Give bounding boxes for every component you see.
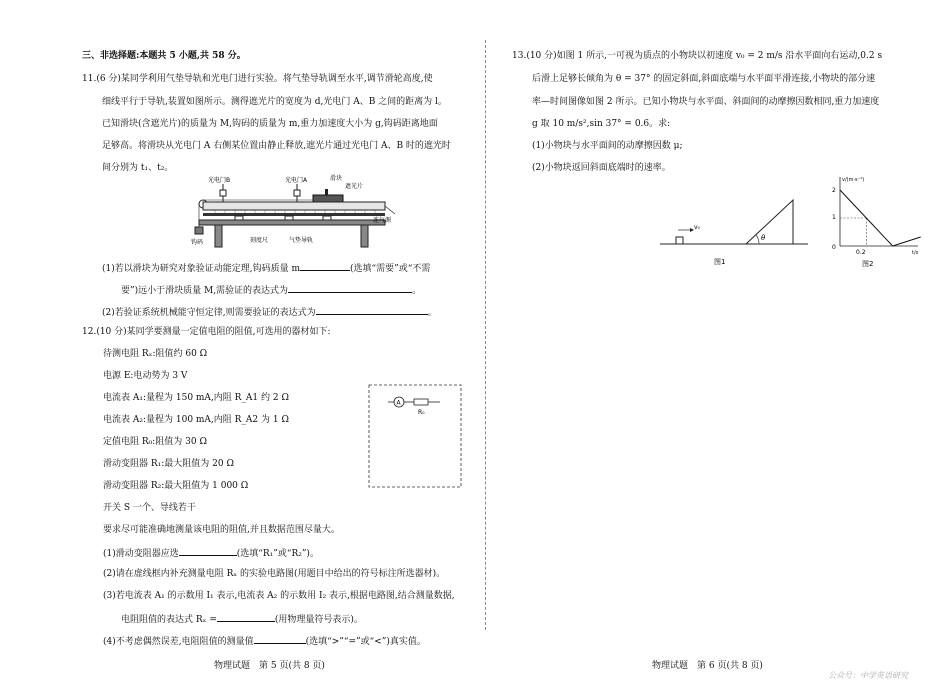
velocity-series-tail [893, 237, 921, 246]
q12-intro: 12.(10 分)某同学要测量一定值电阻的阻值,可选用的器材如下: [82, 327, 331, 337]
q12-item: 滑动变阻器 R₂:最大阻值为 1 000 Ω [103, 481, 249, 491]
circuit-box[interactable] [368, 384, 462, 488]
answer-blank[interactable] [254, 634, 306, 644]
q13-sub2: (2)小物块返回斜面底端时的速率。 [532, 163, 671, 173]
resistor-label: R₀ [418, 409, 425, 416]
figure-1-incline [658, 192, 810, 270]
answer-blank[interactable] [217, 612, 275, 622]
q11-sub1: (1)若以滑块为研究对象验证动能定理,钩码质量 m (选填“需要”或“不需 [102, 261, 430, 275]
table-leg [361, 225, 368, 247]
x-tick-0.2: 0.2 [856, 249, 866, 256]
table-top [199, 220, 385, 225]
answer-blank[interactable] [300, 261, 350, 271]
label-air: 连气源 [373, 217, 392, 224]
q12-sub3-cont: 电阻阻值的表达式 Rₓ = (用物理量符号表示)。 [121, 612, 363, 626]
label-gate-a: 光电门A [285, 177, 308, 184]
q11-sub2: (2)若验证系统机械能守恒定律,则需要验证的表达式为 。 [102, 305, 437, 319]
y-tick-1: 1 [832, 214, 836, 221]
q13-line: 后滑上足够长倾角为 θ = 37° 的固定斜面,斜面底端与水平面平滑连接,小物块的部分速 [532, 74, 876, 84]
q12-item: 待测电阻 Rₓ:阻值约 60 Ω [103, 349, 208, 359]
q11-line: 11.(6 分)某同学利用气垫导轨和光电门进行实验。将气垫导轨调至水平,调节滑轮高度,使 [82, 74, 433, 84]
ammeter-label: A [396, 399, 401, 407]
rail-support [323, 216, 331, 220]
ruler [203, 213, 385, 216]
q12-item: 电流表 A₁:量程为 150 mA,内阻 R_A1 约 2 Ω [103, 393, 289, 403]
table-leg [215, 225, 222, 247]
figure-2-vt-chart [822, 172, 922, 270]
q11-line: 已知滑块(含遮光片)的质量为 M,钩码的质量为 m,重力加速度大小为 g,钩码距离地面 [102, 119, 438, 129]
air-track-figure [185, 170, 405, 248]
q11-line: 间分别为 t₁、t₂。 [102, 163, 174, 173]
hanging-weight [195, 227, 203, 234]
label-shade: 遮光片 [345, 183, 364, 190]
resistor-symbol [414, 399, 428, 405]
x-axis-label: t/s [912, 250, 919, 256]
q12-sub1: (1)滑动变阻器应选 (选填“R₁”或“R₂”)。 [103, 546, 319, 560]
incline [746, 200, 793, 244]
q12-item: 开关 S 一个、导线若干 [103, 503, 196, 513]
q13-line: g 取 10 m/s²,sin 37° = 0.6。求: [532, 119, 671, 129]
label-weight: 钩码 [191, 239, 204, 246]
fig2-caption: 图2 [862, 260, 874, 268]
q11-sub1-cont: 要”)远小于滑块质量 M,需验证的表达式为 。 [121, 283, 421, 297]
theta-label: θ [761, 234, 766, 242]
q13-sub1: (1)小物块与水平面间的动摩擦因数 μ; [532, 141, 683, 151]
q11-line: 足够高。将滑块从光电门 A 右侧某位置由静止释放,遮光片通过光电门 A、B 时的遮光时 [102, 141, 451, 151]
answer-blank[interactable] [179, 546, 237, 556]
origin-label: 0 [832, 244, 836, 251]
q11-line: 细线平行于导轨,装置如图所示。测得遮光片的宽度为 d,光电门 A、B 之间的距离为 l。 [102, 97, 447, 107]
q12-item: 电源 E:电动势为 3 V [103, 371, 188, 381]
v0-label: v₀ [694, 224, 700, 231]
label-rail: 气垫导轨 [289, 237, 314, 244]
q12-item: 滑动变阻器 R₁:最大阻值为 20 Ω [103, 459, 234, 469]
label-gate-b: 光电门B [208, 177, 231, 184]
gate-a-head [294, 190, 300, 196]
page-footer-left: 物理试题 第 5 页(共 8 页) [214, 661, 325, 671]
q12-item: 电流表 A₂:量程为 100 mA,内阻 R_A2 为 1 Ω [103, 415, 289, 425]
y-tick-2: 2 [832, 187, 836, 194]
q12-sub3: (3)若电流表 A₁ 的示数用 I₁ 表示,电流表 A₂ 的示数用 I₂ 表示,根据电路图,结合测量数据, [103, 591, 455, 601]
q12-item: 定值电阻 R₀:阻值为 30 Ω [103, 437, 207, 447]
q12-sub4: (4)不考虑偶然误差,电阻阻值的测量值 (选填“>”“=”或“<”)真实值。 [103, 634, 426, 648]
page-footer-right: 物理试题 第 6 页(共 8 页) [652, 661, 763, 671]
q13-line: 13.(10 分)如图 1 所示,一可视为质点的小物块以初速度 v₀ = 2 m/s 沿水平面向右运动,0.2 s [512, 51, 883, 61]
air-rail [203, 202, 385, 210]
answer-blank[interactable] [288, 283, 412, 293]
section-title: 三、非选择题:本题共 5 小题,共 58 分。 [82, 51, 246, 61]
right-page [490, 0, 950, 688]
shade-plate [325, 189, 328, 195]
column-divider [485, 40, 487, 630]
y-axis-label: v/(m·s⁻¹) [842, 177, 865, 183]
watermark-text: 公众号：中学英语研究 [828, 671, 908, 680]
q13-line: 率—时间图像如图 2 所示。已知小物块与水平面、斜面间的动摩擦因数相同,重力加速度 [532, 97, 880, 107]
air-hose [385, 206, 395, 214]
fig1-caption: 图1 [714, 258, 726, 266]
rail-support [285, 216, 293, 220]
gate-b-head [220, 190, 226, 196]
q12-sub2: (2)请在虚线框内补充测量电阻 Rₓ 的实验电路图(用题目中给出的符号标注所选器材)。 [103, 569, 446, 579]
block [676, 237, 683, 244]
q12-requirement: 要求尽可能准确地测量该电阻的阻值,并且数据范围尽量大。 [103, 525, 340, 535]
label-ruler: 刻度尺 [250, 237, 269, 244]
label-slider: 滑块 [330, 175, 343, 182]
rail-support [235, 216, 243, 220]
angle-arc [756, 235, 759, 244]
answer-blank[interactable] [316, 305, 428, 315]
slider-block [313, 195, 343, 202]
